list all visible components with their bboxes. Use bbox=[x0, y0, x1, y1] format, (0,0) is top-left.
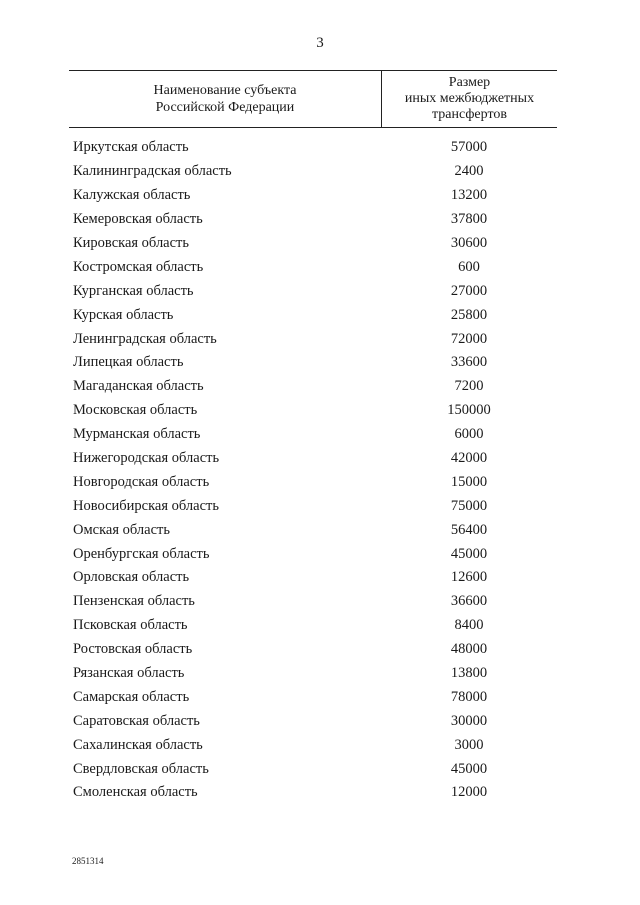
transfer-amount: 27000 bbox=[450, 282, 488, 299]
transfer-amount: 25800 bbox=[450, 306, 488, 323]
header-subject-name-line: Российской Федерации bbox=[155, 100, 295, 115]
transfer-amount: 42000 bbox=[450, 450, 488, 467]
transfer-amount: 33600 bbox=[450, 354, 488, 371]
table-row bbox=[73, 470, 557, 494]
transfer-amount: 30000 bbox=[450, 712, 488, 729]
transfer-amount: 72000 bbox=[450, 330, 488, 347]
region-name: Калужская область bbox=[73, 187, 191, 204]
table-row bbox=[73, 351, 557, 375]
page-number: 3 bbox=[316, 35, 324, 51]
table-row bbox=[73, 638, 557, 662]
header-transfer-amount-line: трансфертов bbox=[431, 107, 507, 122]
transfer-amount: 37800 bbox=[450, 211, 488, 228]
header-subject-name-line: Наименование субъекта bbox=[153, 83, 297, 98]
table-row bbox=[73, 542, 557, 566]
transfer-amount: 15000 bbox=[450, 473, 488, 490]
table-row bbox=[73, 733, 557, 757]
region-name: Оренбургская область bbox=[73, 545, 210, 562]
table-row bbox=[73, 709, 557, 733]
region-name: Нижегородская область bbox=[73, 450, 220, 467]
region-name: Костромская область bbox=[73, 258, 204, 275]
table-row bbox=[73, 255, 557, 279]
region-name: Орловская область bbox=[73, 569, 190, 586]
region-name: Кировская область bbox=[73, 235, 190, 251]
table-row bbox=[73, 208, 557, 232]
region-name: Калининградская область bbox=[73, 163, 232, 180]
header-transfer-amount-line: иных межбюджетных bbox=[404, 91, 535, 106]
table-row bbox=[73, 685, 557, 709]
region-name: Омская область bbox=[73, 521, 170, 538]
header-transfer-amount-line: Размер bbox=[448, 75, 491, 90]
region-name: Иркутская область bbox=[73, 139, 189, 156]
region-name: Ленинградская область bbox=[73, 330, 217, 347]
transfer-amount: 13200 bbox=[450, 187, 488, 204]
document-code: 2851314 bbox=[72, 856, 104, 866]
table-row bbox=[73, 662, 557, 686]
table-row bbox=[73, 494, 557, 518]
region-name: Саратовская область bbox=[73, 712, 200, 729]
table-row bbox=[73, 136, 557, 160]
region-name: Курганская область bbox=[73, 282, 194, 299]
transfer-amount: 36600 bbox=[450, 593, 488, 610]
transfer-amount: 150000 bbox=[447, 402, 491, 419]
transfer-amount: 56400 bbox=[450, 521, 488, 538]
table-row bbox=[73, 279, 557, 303]
header-transfer-amount bbox=[382, 71, 557, 127]
transfer-amount: 3000 bbox=[454, 736, 484, 753]
transfer-amount: 78000 bbox=[450, 688, 488, 705]
transfer-amount: 45000 bbox=[450, 545, 488, 562]
table-row bbox=[73, 447, 557, 471]
table-row bbox=[73, 327, 557, 351]
table-row bbox=[73, 399, 557, 423]
table-header bbox=[69, 70, 557, 128]
transfer-amount: 13800 bbox=[450, 665, 488, 682]
table-row bbox=[73, 566, 557, 590]
table-body bbox=[73, 136, 557, 805]
region-name: Магаданская область bbox=[73, 378, 204, 395]
region-name: Ростовская область bbox=[73, 641, 193, 658]
region-name: Курская область bbox=[73, 306, 174, 323]
transfer-amount: 57000 bbox=[450, 139, 488, 156]
transfer-amount: 600 bbox=[458, 258, 480, 275]
table-row bbox=[73, 303, 557, 327]
table-row bbox=[73, 184, 557, 208]
region-name: Новосибирская область bbox=[73, 497, 219, 514]
transfer-amount: 7200 bbox=[454, 378, 484, 395]
table-row bbox=[73, 232, 557, 256]
header-subject-name bbox=[69, 71, 381, 127]
region-name: Смоленская область bbox=[73, 784, 198, 801]
transfer-amount: 75000 bbox=[450, 497, 488, 514]
transfer-amount: 45000 bbox=[450, 760, 488, 777]
transfer-amount: 30600 bbox=[450, 235, 488, 251]
table-row bbox=[73, 781, 557, 805]
region-name: Свердловская область bbox=[73, 760, 209, 777]
region-name: Самарская область bbox=[73, 688, 190, 705]
region-name: Мурманская область bbox=[73, 426, 201, 443]
region-name: Рязанская область bbox=[73, 665, 185, 682]
table-row bbox=[73, 518, 557, 542]
table-row bbox=[73, 757, 557, 781]
transfer-amount: 12600 bbox=[450, 569, 488, 586]
region-name: Пензенская область bbox=[73, 593, 195, 610]
region-name: Сахалинская область bbox=[73, 736, 203, 753]
table-row bbox=[73, 160, 557, 184]
region-name: Кемеровская область bbox=[73, 211, 203, 228]
table-row bbox=[73, 423, 557, 447]
table-row bbox=[73, 614, 557, 638]
table-row bbox=[73, 375, 557, 399]
transfer-amount: 6000 bbox=[454, 426, 484, 443]
region-name: Псковская область bbox=[73, 617, 188, 634]
region-name: Новгородская область bbox=[73, 473, 210, 490]
region-name: Московская область bbox=[73, 402, 198, 419]
transfer-amount: 12000 bbox=[450, 784, 488, 801]
region-name: Липецкая область bbox=[73, 354, 184, 371]
transfer-amount: 48000 bbox=[450, 641, 488, 658]
transfer-amount: 8400 bbox=[454, 617, 484, 634]
transfer-amount: 2400 bbox=[454, 163, 484, 180]
table-row bbox=[73, 590, 557, 614]
